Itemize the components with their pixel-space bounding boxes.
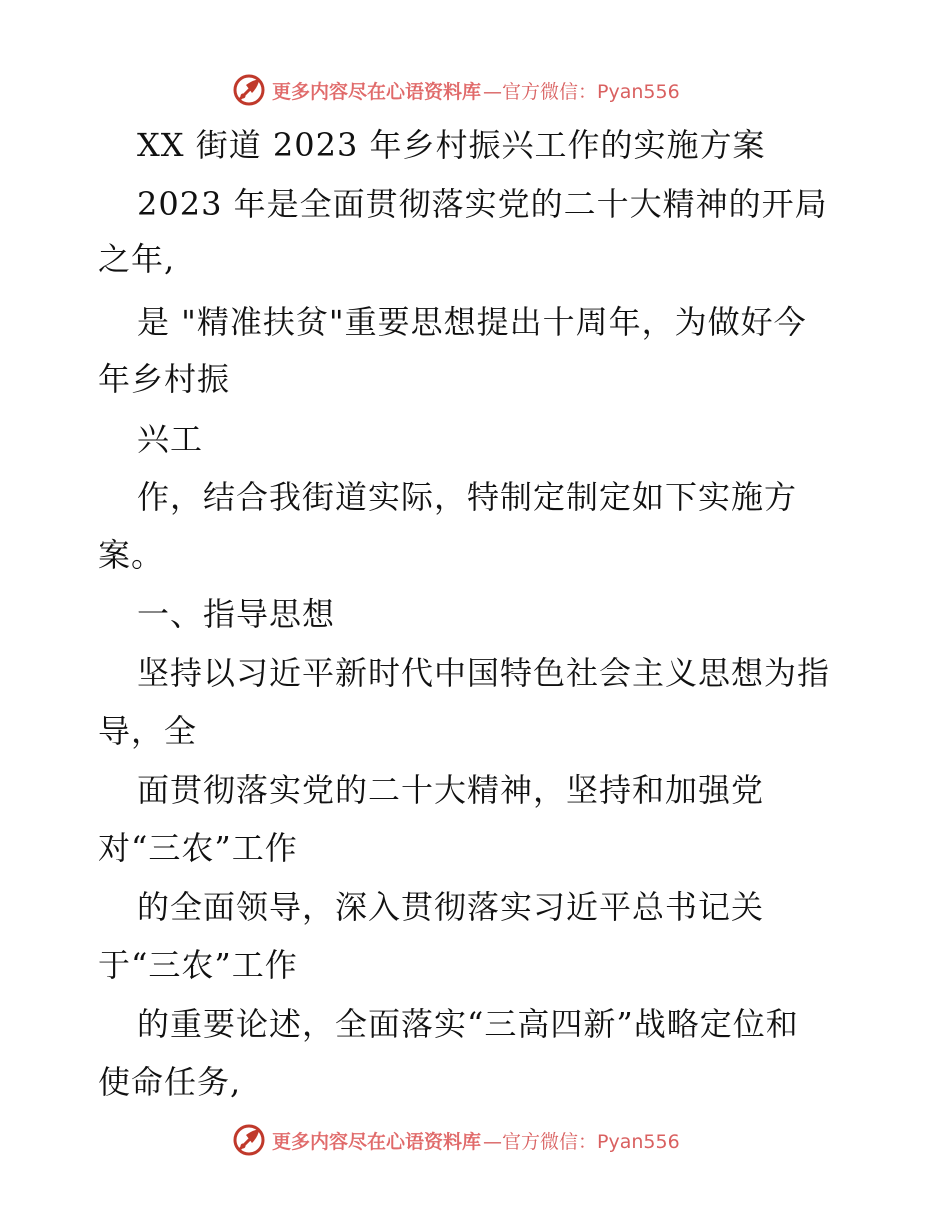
section-heading: 一、指导思想: [137, 595, 336, 633]
watermark-sub-text: —官方微信：Pyan556: [483, 80, 680, 103]
body-line: 导，全: [98, 712, 198, 750]
body-line: 的重要论述，全面落实“三高四新”战略定位和: [137, 1005, 799, 1043]
body-line: 之年,: [98, 240, 176, 278]
body-line: 作，结合我街道实际，特制定制定如下实施方: [137, 478, 798, 516]
body-line: 使命任务,: [98, 1063, 242, 1101]
body-line: 是 "精准扶贫"重要思想提出十周年，为做好今: [137, 303, 807, 341]
watermark-main-text: 更多内容尽在心语资料库: [272, 80, 482, 103]
body-line: 面贯彻落实党的二十大精神，坚持和加强党: [137, 771, 765, 809]
body-line: 对“三农”工作: [98, 829, 298, 867]
body-line: 兴工: [137, 420, 204, 458]
quill-logo-icon: [232, 73, 266, 107]
watermark-main-text: 更多内容尽在心语资料库: [272, 1130, 482, 1153]
body-line: 2023 年是全面贯彻落实党的二十大精神的开局: [137, 185, 828, 223]
watermark-sub-text: —官方微信：Pyan556: [483, 1130, 680, 1153]
quill-logo-icon: [232, 1123, 266, 1157]
body-line: 的全面领导，深入贯彻落实习近平总书记关: [137, 888, 765, 926]
body-line: 案。: [98, 536, 165, 574]
body-line: 于“三农”工作: [98, 946, 298, 984]
body-line: 年乡村振: [98, 360, 231, 398]
header-watermark: [232, 70, 680, 110]
document-title: XX 街道 2023 年乡村振兴工作的实施方案: [137, 126, 766, 164]
footer-watermark: [232, 1120, 680, 1160]
body-line: 坚持以习近平新时代中国特色社会主义思想为指: [137, 654, 831, 692]
